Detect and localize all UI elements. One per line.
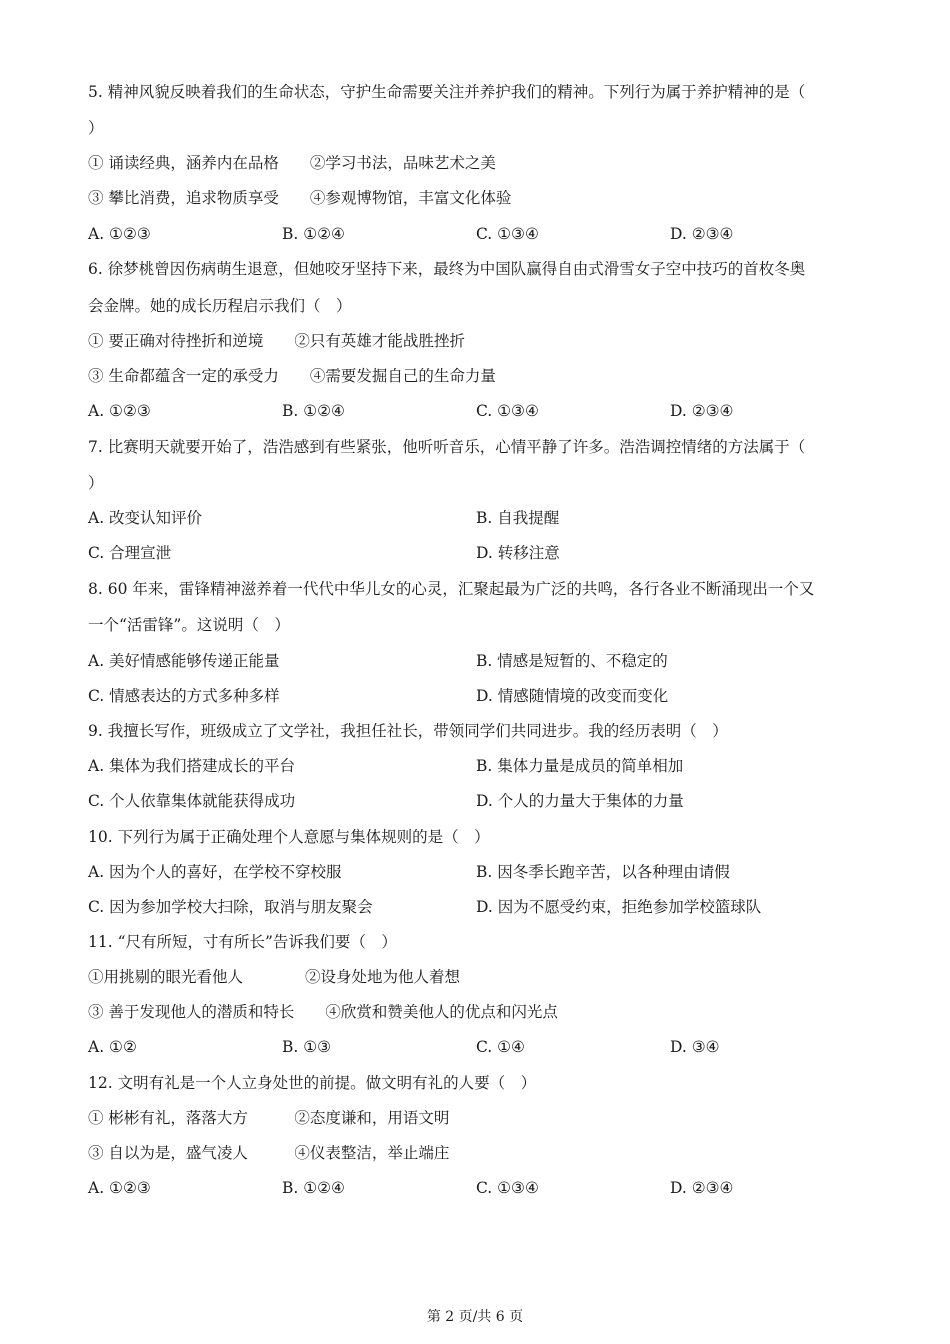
option-c: C. 情感表达的方式多种多样 <box>88 687 280 705</box>
option-a: A. 美好情感能够传递正能量 <box>88 652 280 670</box>
option-d: D. 转移注意 <box>476 544 560 562</box>
option-d: D. 个人的力量大于集体的力量 <box>476 792 684 810</box>
question-stem-line: 一个“活雷锋”。这说明（ ） <box>88 616 290 634</box>
option-a: A. 因为个人的喜好，在学校不穿校服 <box>88 863 342 881</box>
question-stem-line: 11. “尺有所短，寸有所长”告诉我们要（ ） <box>88 933 397 951</box>
statement-line: ③ 善于发现他人的潜质和特长 ④欣赏和赞美他人的优点和闪光点 <box>88 1003 558 1021</box>
question-stem-line: 会金牌。她的成长历程启示我们（ ） <box>88 297 352 315</box>
question-stem-line: 5. 精神风貌反映着我们的生命状态，守护生命需要关注并养护我们的精神。下列行为属于养护精神的是（ <box>88 83 806 101</box>
option-b: B. 自我提醒 <box>476 509 560 527</box>
question-stem-line: 9. 我擅长写作，班级成立了文学社，我担任社长，带领同学们共同进步。我的经历表明（ ） <box>88 722 728 740</box>
question-stem-line: 8. 60 年来，雷锋精神滋养着一代代中华儿女的心灵，汇聚起最为广泛的共鸣，各行各业不断涌现出一个又 <box>88 580 815 598</box>
option-d: D. 情感随情境的改变而变化 <box>476 687 669 705</box>
option-a: A. ①② <box>88 1038 137 1056</box>
option-c: C. 因为参加学校大扫除，取消与朋友聚会 <box>88 898 373 916</box>
option-b: B. ①③ <box>282 1038 332 1056</box>
option-d: D. ②③④ <box>670 1179 734 1197</box>
question-stem-line: 12. 文明有礼是一个人立身处世的前提。做文明有礼的人要（ ） <box>88 1074 537 1092</box>
option-c: C. ①④ <box>476 1038 525 1056</box>
option-a: A. ①②③ <box>88 225 151 243</box>
question-stem-line: ） <box>88 474 104 492</box>
question-stem-line: 10. 下列行为属于正确处理个人意愿与集体规则的是（ ） <box>88 828 490 846</box>
statement-line: ① 诵读经典，涵养内在品格 ②学习书法，品味艺术之美 <box>88 154 496 172</box>
page-number-footer: 第 2 页/共 6 页 <box>426 1309 524 1325</box>
statement-line: ③ 攀比消费，追求物质享受 ④参观博物馆，丰富文化体验 <box>88 189 512 207</box>
option-d: D. ②③④ <box>670 402 734 420</box>
statement-line: ③ 自以为是，盛气凌人 ④仪表整洁，举止端庄 <box>88 1144 450 1162</box>
option-a: A. 改变认知评价 <box>88 509 203 527</box>
option-b: B. ①②④ <box>282 1179 345 1197</box>
option-b: B. 因冬季长跑辛苦，以各种理由请假 <box>476 863 730 881</box>
option-b: B. 情感是短暂的、不稳定的 <box>476 652 668 670</box>
statement-line: ③ 生命都蕴含一定的承受力 ④需要发掘自己的生命力量 <box>88 367 496 385</box>
option-c: C. 个人依靠集体就能获得成功 <box>88 792 296 810</box>
option-c: C. ①③④ <box>476 402 539 420</box>
option-a: A. 集体为我们搭建成长的平台 <box>88 757 296 775</box>
option-a: A. ①②③ <box>88 402 151 420</box>
statement-line: ① 彬彬有礼，落落大方 ②态度谦和，用语文明 <box>88 1109 450 1127</box>
option-d: D. ③④ <box>670 1038 720 1056</box>
option-d: D. ②③④ <box>670 225 734 243</box>
statement-line: ①用挑剔的眼光看他人 ②设身处地为他人着想 <box>88 968 461 986</box>
question-stem-line: ） <box>88 119 104 137</box>
option-b: B. ①②④ <box>282 402 345 420</box>
question-stem-line: 7. 比赛明天就要开始了，浩浩感到有些紧张，他听听音乐，心情平静了许多。浩浩调控情绪的方法属于（ <box>88 438 806 456</box>
statement-line: ① 要正确对待挫折和逆境 ②只有英雄才能战胜挫折 <box>88 332 465 350</box>
option-d: D. 因为不愿受约束，拒绝参加学校篮球队 <box>476 898 762 916</box>
option-c: C. ①③④ <box>476 1179 539 1197</box>
option-b: B. ①②④ <box>282 225 345 243</box>
question-stem-line: 6. 徐梦桃曾因伤病萌生退意，但她咬牙坚持下来，最终为中国队赢得自由式滑雪女子空中技巧的首枚冬奥 <box>88 260 806 278</box>
option-c: C. 合理宣泄 <box>88 544 172 562</box>
option-c: C. ①③④ <box>476 225 539 243</box>
option-b: B. 集体力量是成员的简单相加 <box>476 757 684 775</box>
option-a: A. ①②③ <box>88 1179 151 1197</box>
